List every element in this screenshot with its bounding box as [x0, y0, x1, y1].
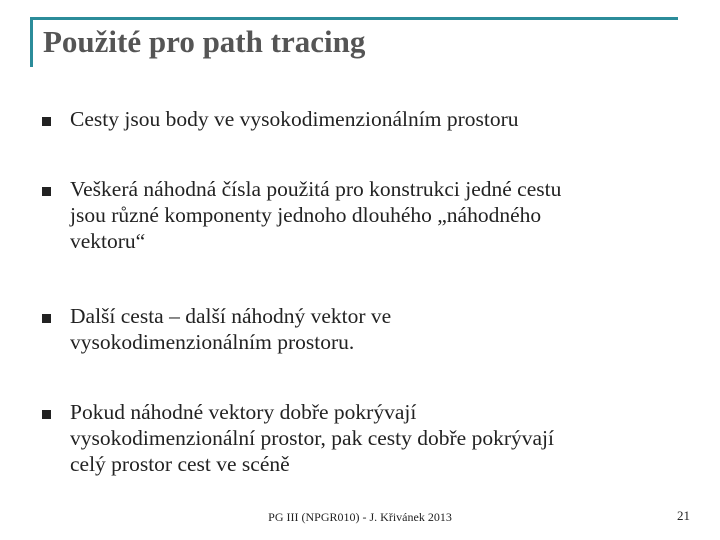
bullet-text: [70, 176, 690, 254]
bullet-marker-icon: [42, 314, 51, 323]
bullet-line: vysokodimenzionální prostor, pak cesty dobře pokrývají: [70, 426, 554, 450]
bullet-text: [70, 303, 690, 355]
slide-title: Použité pro path tracing: [43, 24, 366, 59]
bullet-line: Cesty jsou body ve vysokodimenzionálním prostoru: [70, 107, 519, 131]
page-number: 21: [677, 508, 690, 523]
bullet-marker-icon: [42, 117, 51, 126]
bullet-line: Pokud náhodné vektory dobře pokrývají: [70, 400, 417, 424]
bullet-line: vysokodimenzionálním prostoru.: [70, 330, 355, 354]
bullet-marker-icon: [42, 187, 51, 196]
bullet-line: celý prostor cest ve scéně: [70, 452, 290, 476]
bullet-line: jsou různé komponenty jednoho dlouhého „náhodného: [70, 203, 542, 227]
bullet-line: Veškerá náhodná čísla použitá pro konstrukci jedné cestu: [70, 177, 562, 201]
bullet-text: [70, 399, 690, 477]
bullet-text: [70, 106, 690, 132]
footer-text: PG III (NPGR010) - J. Křivánek 2013: [268, 510, 452, 524]
bullet-line: vektoru“: [70, 229, 146, 253]
bullet-marker-icon: [42, 410, 51, 419]
bullet-line: Další cesta – další náhodný vektor ve: [70, 304, 392, 328]
